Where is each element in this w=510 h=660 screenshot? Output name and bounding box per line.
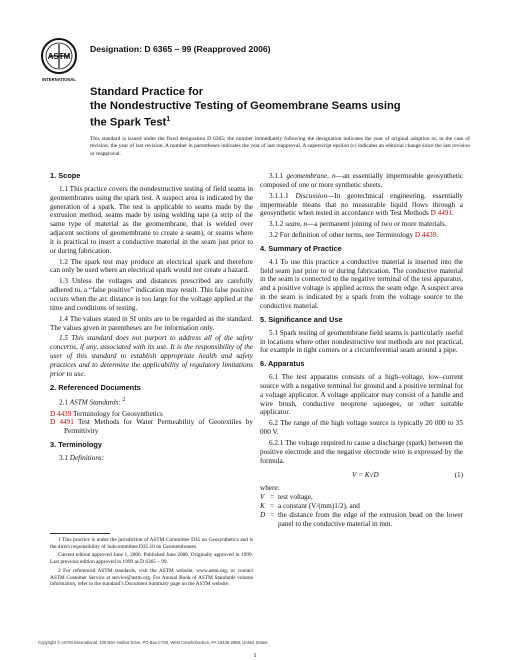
copyright-notice: Copyright © ASTM International, 100 Barr Harbor Drive, PO Box C700, West Conshohocken, PA 19428-2959, United States.: [38, 640, 269, 645]
footnotes: [50, 533, 253, 590]
para-1-1: 1.1 This practice covers the nondestructive testing of field seams in geomembranes using the spark test. A suspect area is indicated by the generation of a spark. The test is applicable to seams made by the extrusion method, seams made by using welding tape (a strip of the same type of material as the geomembrane, that is welded over adjacent sections of geomembrane to create a seam), or seams where it is practical to insert a conductive material in the seam just prior to or during fabrication.: [50, 184, 253, 255]
variable-definitions: [260, 484, 463, 528]
reference-list: [50, 410, 253, 437]
footnote-rule: [50, 533, 110, 534]
section-heading-scope: 1. Scope: [50, 171, 81, 180]
para-5-1: 5.1 Spark testing of geomembrane field seams is particularly useful in locations where other nondestructive test methods are not practical, for example in tight corners or a circumferential seam around a pipe.: [260, 328, 464, 355]
link-d4491-terms[interactable]: D 4491: [430, 209, 452, 218]
section-heading-significance: 5. Significance and Use: [260, 314, 343, 324]
link-d4439[interactable]: D 4439: [50, 409, 72, 418]
para-3-1-2: 3.1.2 seam, n—a permanent joining of two or more materials.: [269, 220, 447, 229]
title-line-2: the Nondestructive Testing of Geomembrane Seams using: [90, 99, 401, 112]
section-heading-apparatus: 6. Apparatus: [260, 359, 305, 369]
footnote-1: 1 This practice is under the jurisdiction of ASTM Committee D35 on Geosynthetics and is the direct responsibility of Subcommittee D35.10 on Geomembranes.: [50, 537, 253, 550]
para-4-1: 4.1 To use this practice a conductive material is inserted into the field seam just prior to or during fabrication. The conductive material in the seam is connected to the negative terminal of the test apparatus, and a positive voltage is applied across the seam edge. A suspect area in the seam is indicated by a spark from the voltage source to the conductive material.: [260, 257, 463, 310]
page-number: 1: [253, 652, 257, 659]
definition-d: D = the distance from the edge of the extrusion bead on the lower panel to the conductive material in mm.: [260, 510, 463, 528]
definition-k: K = a constant (V/(mm)1/2), and: [260, 502, 360, 510]
para-2-1: 2.1 ASTM Standards: $^2$: [59, 397, 126, 407]
preamble: This standard is issued under the fixed designation D 6365; the number immediately following the designation indicates the year of original adoption or, in the case of revision, the year of last revision. A number in parentheses indicates the year of last reapproval. A superscript epsilon (ε) indicates an editorial change since the last revision or reapproval.: [90, 136, 470, 157]
para-1-5: 1.5 This standard does not purport to address all of the safety concerns, if any, associated with its use. It is the responsibility of the user of this standard to establish appropriate health and safety practices and to determine the applicability of regulatory limitations prior to use.: [50, 334, 253, 378]
equation-1: [260, 471, 463, 480]
right-column: [260, 172, 463, 529]
para-6-2: 6.2 The range of the high voltage source is typically 20 000 to 35 000 V.: [260, 419, 463, 437]
equation-text: V = K√D: [352, 471, 379, 480]
title-line-1: Standard Practice for: [90, 86, 204, 98]
para-6-2-1: 6.2.1 The voltage required to cause a discharge (spark) between the positive electrode and the negative electrode wire is expressed by the formula.: [260, 438, 463, 465]
reference-d4491: D 4491 Test Methods for Water Permeability of Geotextiles by Permittivity: [50, 418, 253, 436]
equation-number: (1): [454, 471, 463, 480]
title-footnote-mark: 1: [166, 116, 171, 124]
designation: Designation: D 6365 – 99 (Reapproved 2006): [90, 44, 271, 54]
left-column: [50, 172, 253, 465]
svg-text:ASTM: ASTM: [47, 52, 71, 61]
section-heading-referenced-documents: 2. Referenced Documents: [50, 382, 141, 392]
definition-v: V = test voltage,: [260, 493, 313, 502]
para-3-1-1: 3.1.1 geomembrane, n—an essentially impermeable geosynthetic composed of one or more synthetic sheets.: [260, 172, 464, 189]
title-line-3: the Spark Test$^1$: [90, 116, 171, 129]
para-1-3: 1.3 Unless the voltages and distances prescribed are carefully adhered to, a “false positive” indication may result. This false positive occurs when the arc distance is too large for the voltage applied at the time and conditions of testing.: [50, 277, 253, 312]
reference-d4439: D 4439 Terminology for Geosynthetics: [50, 409, 163, 418]
document-title: [90, 86, 470, 131]
para-3-1-1-1: 3.1.1.1 Discussion—In geotechnical engineering, essentially impermeable means that no measurable liquid flows through a geosynthetic when tested in accordance with Test Methods D 4491.: [260, 191, 463, 218]
footnote-1-edition: Current edition approved June 1, 2006. Published June 2006. Originally approved in 1999. Last previous edition approved in 1999 as D 6365 – 99.: [50, 552, 253, 566]
section-heading-terminology: 3. Terminology: [50, 440, 103, 450]
astm-logo: [38, 36, 80, 84]
link-d4439-terms[interactable]: D 4439: [414, 231, 437, 240]
footnote-2: 2 For referenced ASTM standards, visit the ASTM website, www.astm.org, or contact ASTM Customer Service at service@astm.org. For Annual Book of ASTM Standards volume information, refer to the standard’s Document Summary page on the ASTM website.: [50, 567, 253, 588]
para-1-4: 1.4 The values stated in SI units are to be regarded as the standard. The values given in parentheses are for information only.: [50, 314, 253, 332]
para-1-2: 1.2 The spark test may produce an electrical spark and therefore can only be used where an electrical spark would not create a hazard.: [50, 257, 253, 275]
para-3-2: 3.2 For definition of other terms, see Terminology D 4439.: [269, 231, 439, 240]
where-label: where:: [260, 484, 280, 493]
section-heading-summary: 4. Summary of Practice: [260, 243, 342, 253]
link-d4491[interactable]: D 4491: [50, 418, 74, 427]
logo-text: INTERNATIONAL: [42, 77, 76, 82]
para-6-1: 6.1 The test apparatus consists of a high–voltage, low–current source with a negative terminal for ground and a positive terminal for a voltage applicator. A voltage applicator may consist of a handle and wire brush, conductive neoprene squeegee, or other suitable applicator.: [260, 373, 463, 417]
para-3-1: 3.1 Definitions:: [59, 454, 105, 463]
